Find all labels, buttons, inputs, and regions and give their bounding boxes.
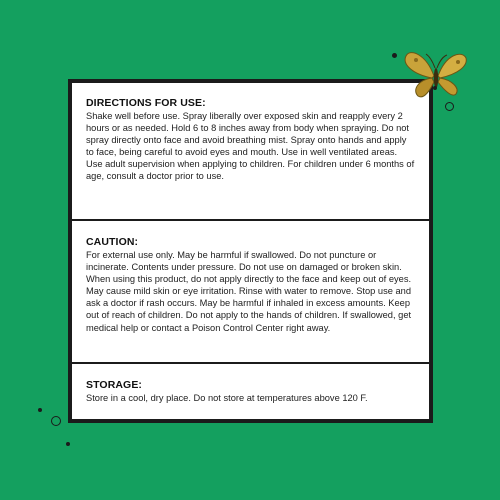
directions-section <box>72 97 429 183</box>
caution-body: For external use only. May be harmful if swallowed. Do not puncture or incinerate. Contents under pressure. Do not use on damaged or broken skin. When using this product, do not apply directly to the face and keep out of eyes. May cause mild skin or eye irritation. Rinse with water to remove. Stop use and ask a doctor if rash occurs. May be harmful if inhaled in excess amounts. Keep out of reach of children. Do not apply to the hands of children. If swallowed, get medical help or contact a Poison Control Center right away. <box>86 250 412 333</box>
directions-body: Shake well before use. Spray liberally over exposed skin and reapply every 2 hours or as needed. Hold 6 to 8 inches away from body when spraying. Do not spray directly onto face and avoid breathing mist. Spray onto hands and apply to face, being careful to avoid eyes and mouth. Use in well ventilated areas. Use adult supervision when applying to children. For children under 6 months of age, consult a doctor prior to use. <box>86 111 415 182</box>
dot-decoration <box>433 86 437 90</box>
section-divider <box>72 219 429 221</box>
dot-decoration <box>392 53 397 58</box>
storage-section <box>72 379 429 404</box>
dot-decoration <box>38 408 42 412</box>
storage-body: Store in a cool, dry place. Do not store at temperatures above 120 F. <box>86 393 368 403</box>
ring-decoration <box>445 102 454 111</box>
section-divider <box>72 362 429 364</box>
label-panel <box>68 79 433 423</box>
caution-section <box>72 236 429 334</box>
caution-heading: CAUTION: <box>86 236 139 248</box>
dot-decoration <box>66 442 70 446</box>
storage-heading: STORAGE: <box>86 379 143 391</box>
butterfly-icon <box>402 48 470 104</box>
ring-decoration <box>51 416 61 426</box>
directions-heading: DIRECTIONS FOR USE: <box>86 97 206 109</box>
